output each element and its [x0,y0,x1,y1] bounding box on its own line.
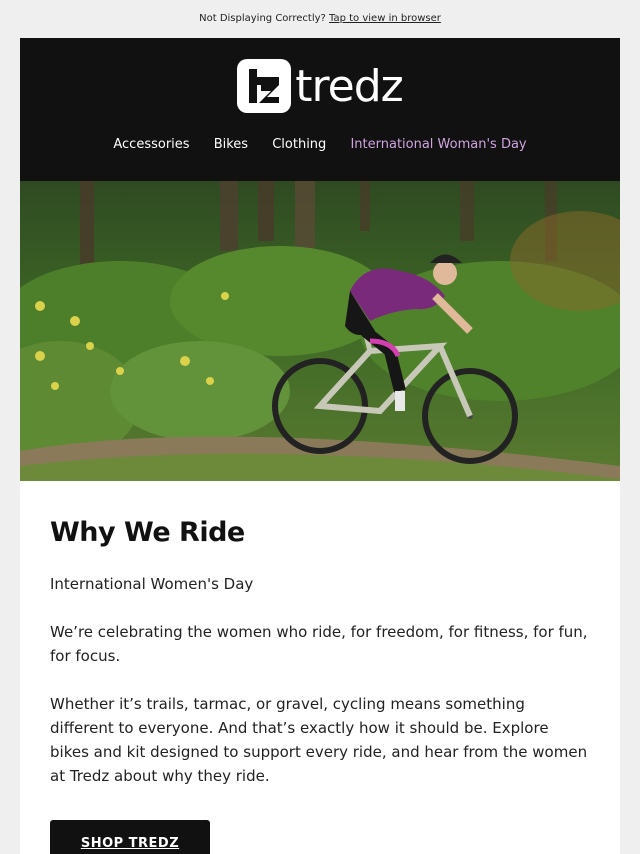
email-container [20,38,620,854]
article-paragraph-1: We’re celebrating the women who ride, for freedom, for fitness, for fun, for focus. [50,623,588,665]
brand-name: tredz [295,60,403,112]
nav-clothing[interactable]: Clothing [272,137,327,152]
nav-accessories[interactable]: Accessories [113,137,190,152]
nav-bikes[interactable]: Bikes [213,137,249,152]
shop-tredz-button[interactable]: SHOP TREDZ [50,820,210,854]
email-header [20,38,620,181]
preheader [0,0,640,38]
brand-logo[interactable] [230,58,410,114]
tz-logo-icon [237,59,291,113]
hero-image[interactable] [20,181,620,481]
preheader-text: Not Displaying Correctly? [199,13,326,24]
article-title: Why We Ride [50,517,245,548]
nav-international-womans-day[interactable]: International Woman's Day [350,137,527,152]
article-paragraph-2: Whether it’s trails, tarmac, or gravel, cycling means something different to everyone. And that’s exactly how it should be. Explore bikes and kit designed to support every ride, and hear from the women at Tredz about why they ride. [50,695,588,785]
view-in-browser-link[interactable]: Tap to view in browser [329,13,441,24]
article-body [20,481,620,854]
article-subtitle: International Women's Day [50,575,254,593]
main-nav [20,137,620,152]
